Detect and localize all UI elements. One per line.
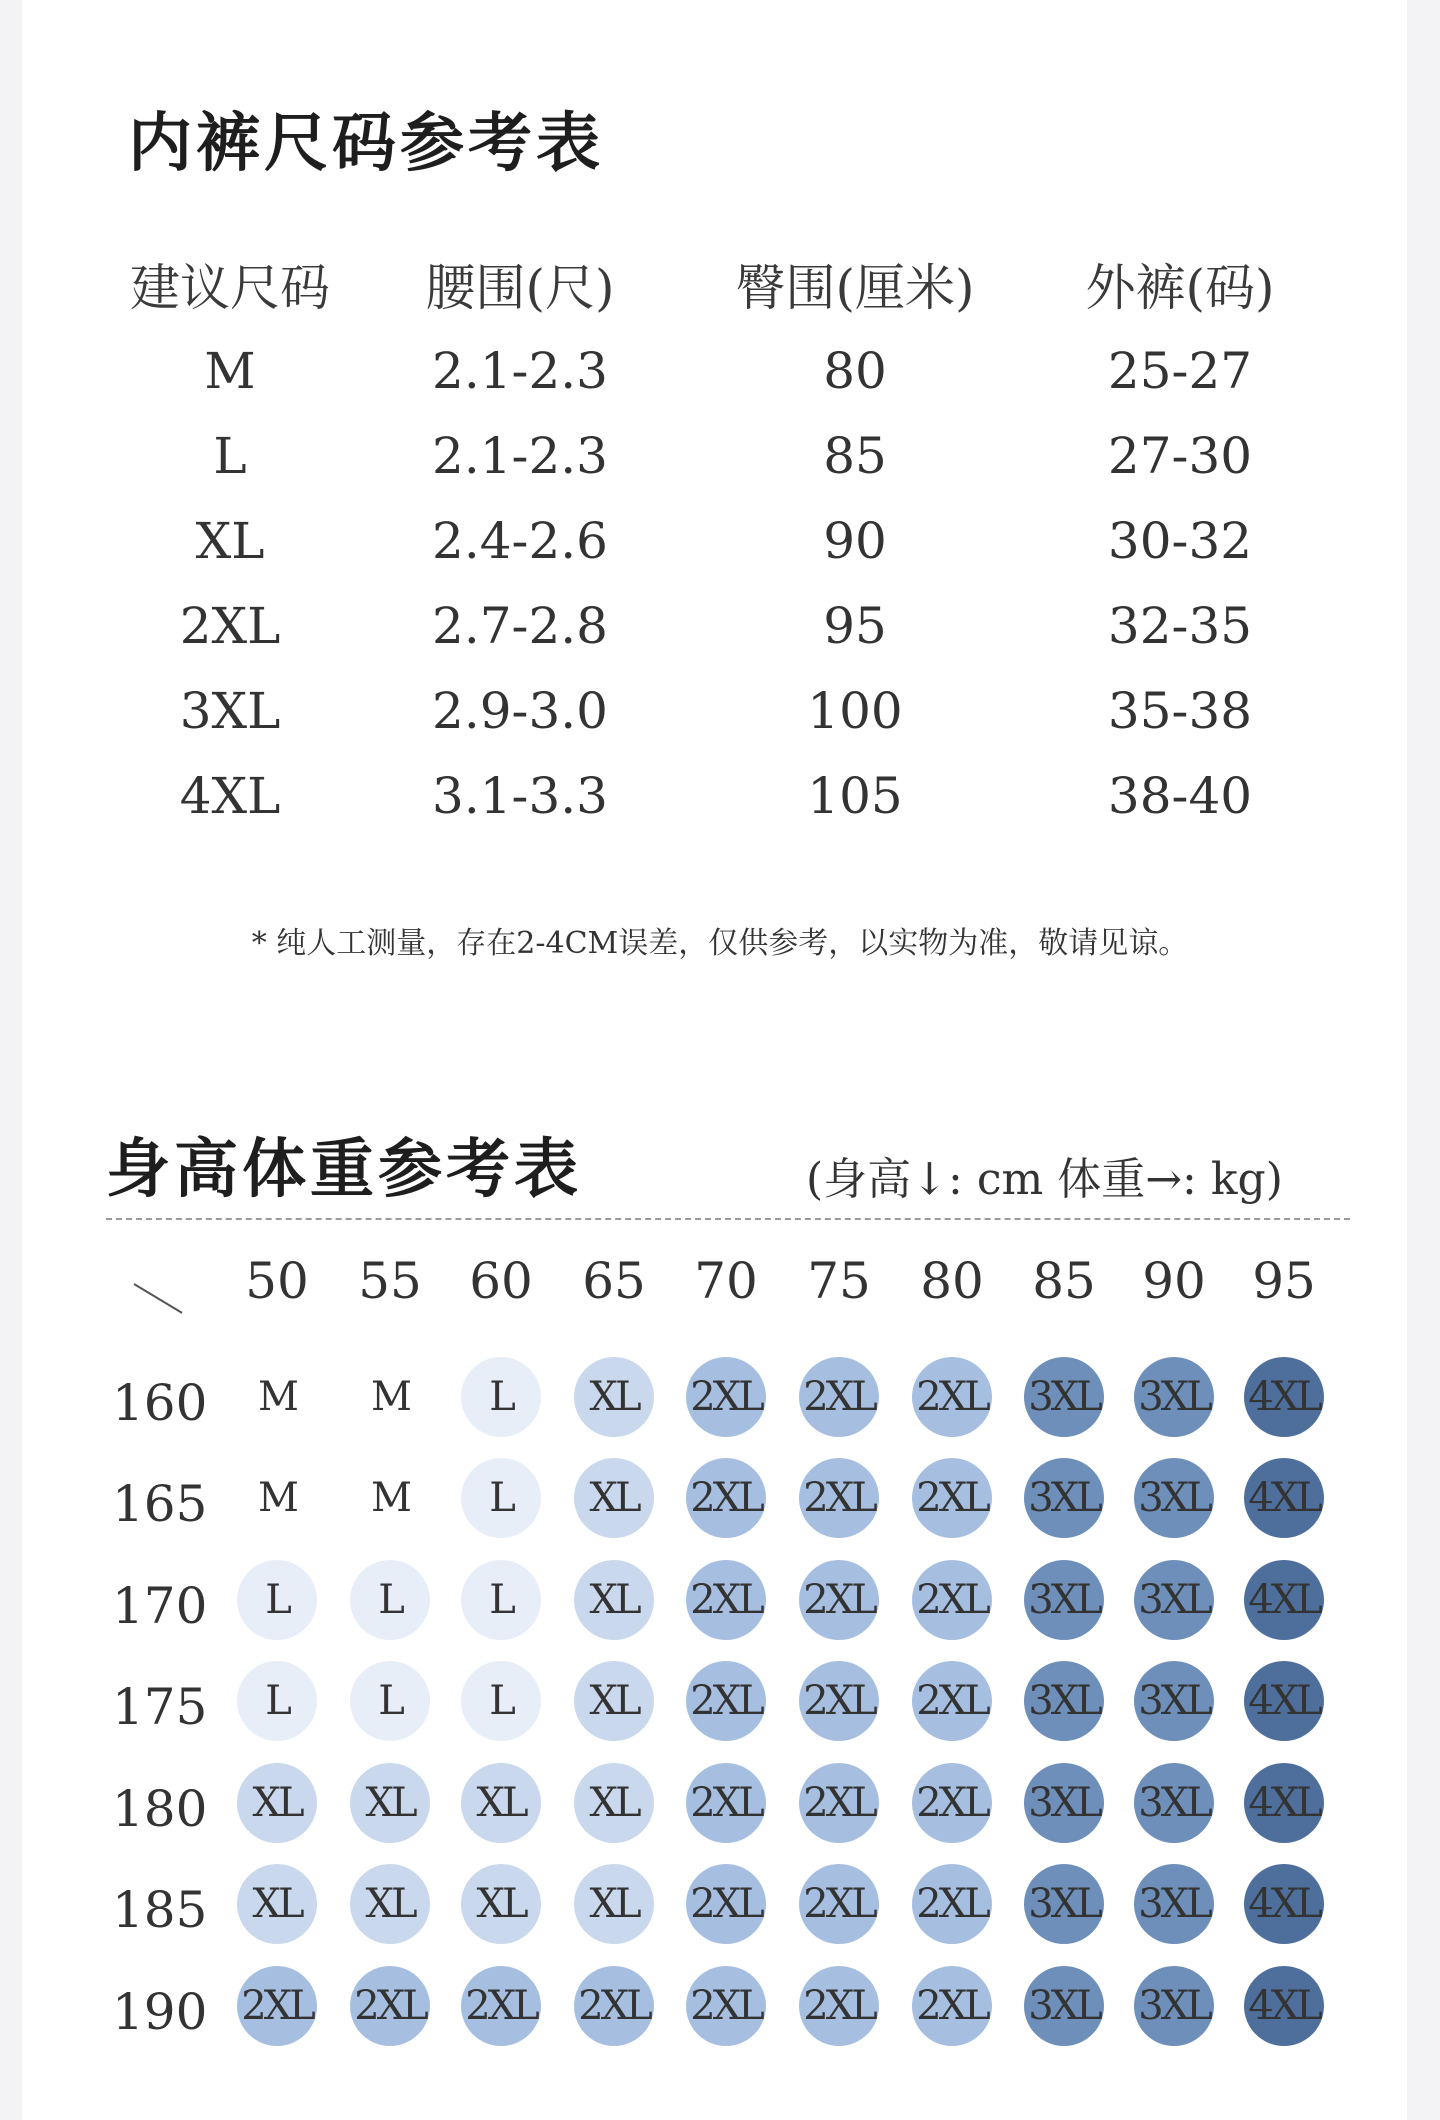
size-recommendation-cell: 3XL [1134, 1458, 1214, 1538]
outer-pants-cell: 25-27 [1107, 341, 1253, 400]
size-cell: XL [195, 511, 265, 570]
outer-pants-cell: 30-32 [1107, 511, 1253, 570]
header-hip: 臀围(厘米) [735, 259, 975, 317]
weight-label: 50 [245, 1252, 309, 1310]
size-recommendation-cell: L [237, 1661, 317, 1741]
size-recommendation-cell: 3XL [1134, 1763, 1214, 1843]
hip-cell: 90 [823, 511, 887, 570]
weight-label: 95 [1252, 1252, 1316, 1310]
size-recommendation-cell: 2XL [799, 1357, 879, 1437]
height-label: 190 [112, 1983, 208, 2041]
hip-cell: 85 [823, 426, 887, 485]
size-recommendation-cell: 3XL [1134, 1864, 1214, 1944]
size-cell: 3XL [179, 681, 281, 740]
size-recommendation-cell: 4XL [1244, 1560, 1324, 1640]
waist-cell: 3.1-3.3 [432, 766, 608, 825]
size-cell: L [213, 426, 247, 485]
size-recommendation-cell: 2XL [799, 1560, 879, 1640]
size-recommendation-cell: 2XL [237, 1966, 317, 2046]
outer-pants-cell: 35-38 [1107, 681, 1253, 740]
size-recommendation-cell: M [371, 1374, 409, 1420]
height-label: 180 [112, 1780, 208, 1838]
size-recommendation-cell: M [258, 1374, 296, 1420]
size-recommendation-cell: 2XL [574, 1966, 654, 2046]
unit-note: (身高↓: cm 体重→: kg) [806, 1154, 1283, 1205]
size-chart-title: 内裤尺码参考表 [128, 106, 604, 181]
waist-cell: 2.1-2.3 [432, 426, 608, 485]
size-recommendation-cell: 2XL [799, 1864, 879, 1944]
size-recommendation-cell: 2XL [799, 1458, 879, 1538]
size-cell: M [204, 341, 256, 400]
size-recommendation-cell: XL [574, 1458, 654, 1538]
size-recommendation-cell: 2XL [912, 1458, 992, 1538]
size-recommendation-cell: XL [350, 1864, 430, 1944]
size-recommendation-cell: XL [350, 1763, 430, 1843]
weight-label: 90 [1142, 1252, 1206, 1310]
height-label: 175 [112, 1678, 208, 1736]
size-recommendation-cell: 3XL [1024, 1560, 1104, 1640]
measurement-note: * 纯人工测量，存在2-4CM误差，仅供参考，以实物为准，敬请见谅。 [251, 926, 1189, 961]
size-recommendation-cell: 3XL [1024, 1864, 1104, 1944]
size-recommendation-cell: 2XL [912, 1966, 992, 2046]
size-recommendation-cell: L [461, 1458, 541, 1538]
size-recommendation-cell: 3XL [1134, 1966, 1214, 2046]
size-recommendation-cell: 2XL [912, 1357, 992, 1437]
weight-label: 55 [358, 1252, 422, 1310]
size-recommendation-cell: XL [574, 1864, 654, 1944]
height-label: 165 [112, 1475, 208, 1533]
size-recommendation-cell: 2XL [461, 1966, 541, 2046]
height-label: 170 [112, 1577, 208, 1635]
size-recommendation-cell: 4XL [1244, 1763, 1324, 1843]
size-recommendation-cell: XL [574, 1763, 654, 1843]
outer-pants-cell: 32-35 [1107, 596, 1253, 655]
size-recommendation-cell: 4XL [1244, 1458, 1324, 1538]
size-recommendation-cell: 3XL [1134, 1560, 1214, 1640]
size-recommendation-cell: L [461, 1661, 541, 1741]
size-recommendation-cell: XL [237, 1763, 317, 1843]
size-recommendation-cell: XL [574, 1560, 654, 1640]
size-recommendation-cell: 3XL [1134, 1661, 1214, 1741]
outer-pants-cell: 27-30 [1107, 426, 1253, 485]
size-recommendation-cell: 4XL [1244, 1966, 1324, 2046]
size-recommendation-cell: 2XL [350, 1966, 430, 2046]
weight-label: 75 [807, 1252, 871, 1310]
weight-label: 65 [582, 1252, 646, 1310]
size-recommendation-cell: 4XL [1244, 1357, 1324, 1437]
weight-label: 85 [1032, 1252, 1096, 1310]
size-recommendation-cell: 2XL [912, 1560, 992, 1640]
waist-cell: 2.4-2.6 [432, 511, 608, 570]
size-recommendation-cell: 2XL [686, 1458, 766, 1538]
weight-label: 70 [694, 1252, 758, 1310]
size-cell: 2XL [179, 596, 281, 655]
size-recommendation-cell: 2XL [912, 1661, 992, 1741]
size-recommendation-cell: 3XL [1024, 1763, 1104, 1843]
size-recommendation-cell: 2XL [799, 1763, 879, 1843]
size-cell: 4XL [179, 766, 281, 825]
size-recommendation-cell: M [258, 1475, 296, 1521]
size-recommendation-cell: 3XL [1134, 1357, 1214, 1437]
size-recommendation-cell: XL [237, 1864, 317, 1944]
waist-cell: 2.9-3.0 [432, 681, 608, 740]
corner-diagonal-mark [133, 1283, 182, 1314]
size-recommendation-cell: L [461, 1560, 541, 1640]
size-recommendation-cell: L [350, 1661, 430, 1741]
waist-cell: 2.1-2.3 [432, 341, 608, 400]
size-recommendation-cell: XL [461, 1864, 541, 1944]
height-label: 160 [112, 1374, 208, 1432]
hip-cell: 100 [807, 681, 903, 740]
size-recommendation-cell: 2XL [686, 1357, 766, 1437]
size-recommendation-cell: 2XL [686, 1661, 766, 1741]
outer-pants-cell: 38-40 [1107, 766, 1253, 825]
header-outer-pants: 外裤(码) [1085, 259, 1275, 317]
size-recommendation-cell: XL [574, 1357, 654, 1437]
size-recommendation-cell: L [350, 1560, 430, 1640]
size-recommendation-cell: 2XL [686, 1864, 766, 1944]
size-recommendation-cell: 2XL [686, 1966, 766, 2046]
size-recommendation-cell: 4XL [1244, 1864, 1324, 1944]
hip-cell: 105 [807, 766, 903, 825]
hip-cell: 95 [823, 596, 887, 655]
size-recommendation-cell: 2XL [686, 1763, 766, 1843]
size-recommendation-cell: L [461, 1357, 541, 1437]
header-waist: 腰围(尺) [425, 259, 615, 317]
height-label: 185 [112, 1881, 208, 1939]
hip-cell: 80 [823, 341, 887, 400]
size-recommendation-cell: XL [574, 1661, 654, 1741]
waist-cell: 2.7-2.8 [432, 596, 608, 655]
weight-label: 60 [469, 1252, 533, 1310]
size-recommendation-cell: 3XL [1024, 1966, 1104, 2046]
height-weight-title: 身高体重参考表 [106, 1132, 582, 1207]
size-recommendation-cell: 2XL [799, 1661, 879, 1741]
size-recommendation-cell: 2XL [912, 1763, 992, 1843]
weight-label: 80 [920, 1252, 984, 1310]
size-recommendation-cell: 2XL [912, 1864, 992, 1944]
size-recommendation-cell: 4XL [1244, 1661, 1324, 1741]
size-recommendation-cell: 3XL [1024, 1458, 1104, 1538]
header-suggested-size: 建议尺码 [130, 259, 330, 317]
size-recommendation-cell: M [371, 1475, 409, 1521]
size-recommendation-cell: XL [461, 1763, 541, 1843]
size-recommendation-cell: 3XL [1024, 1661, 1104, 1741]
size-recommendation-cell: 2XL [686, 1560, 766, 1640]
size-recommendation-cell: 2XL [799, 1966, 879, 2046]
size-recommendation-cell: L [237, 1560, 317, 1640]
size-recommendation-cell: 3XL [1024, 1357, 1104, 1437]
